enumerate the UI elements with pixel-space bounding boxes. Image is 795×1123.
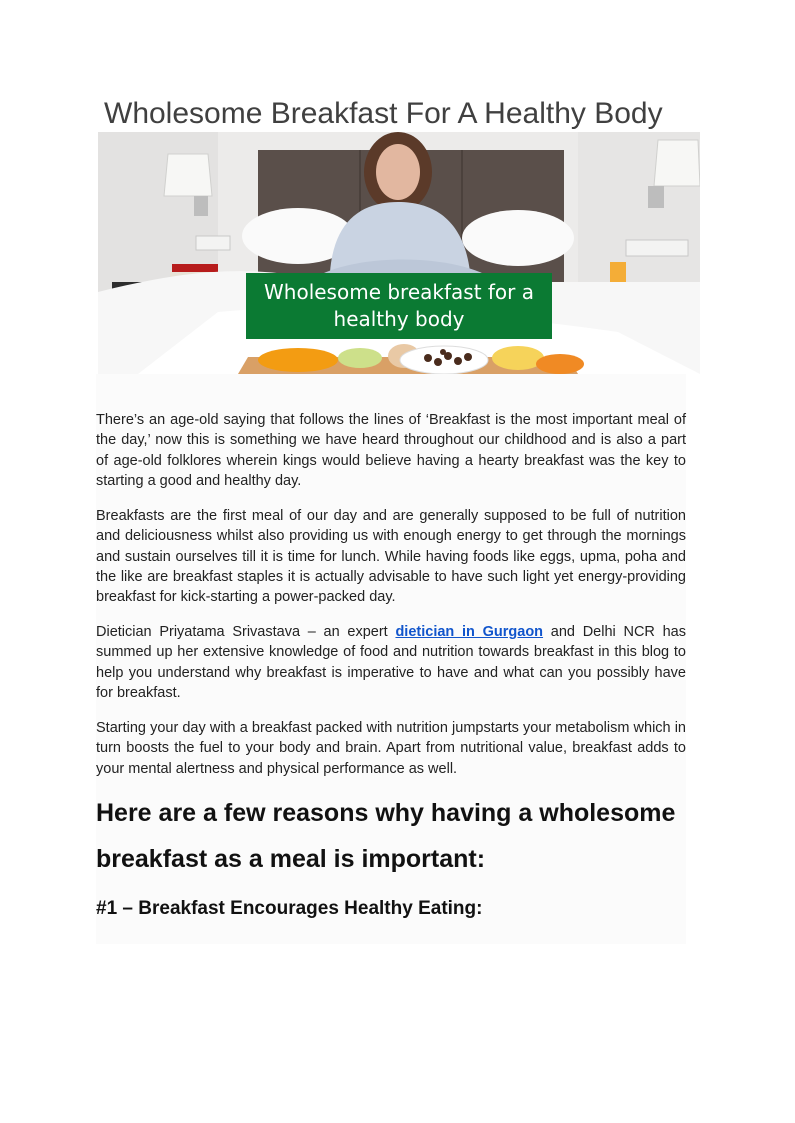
dietician-in-gurgaon-link[interactable]: dietician in Gurgaon	[395, 624, 544, 640]
hero-banner-line-1: Wholesome breakfast for a	[264, 280, 534, 304]
paragraph-dietician-text-start: Dietician Priyatama Srivastava – an expert	[96, 624, 396, 640]
hero-banner-line-2: healthy body	[333, 307, 465, 331]
paragraph-dietician-text-end: and Delhi NCR has summed up her extensive knowledge of food and nutrition towards breakfast in this blog to help you understand why breakfast is imperative to have and what can you possibly have for breakfast.	[96, 624, 686, 701]
paragraph-breakfast-first-meal: Breakfasts are the first meal of our day and are generally supposed to be full of nutrition and deliciousness whilst also providing us with enough energy to get through the mornings and sustain ourselves till it is time for lunch. While having foods like eggs, upma, poha and the like are breakfast staples it is actually advisable to have such light yet energy-providing breakfast for kick-starting a power-packed day.	[96, 508, 686, 606]
paragraph-metabolism: Starting your day with a breakfast packed with nutrition jumpstarts your metabolism which in turn boosts the fuel to your body and brain. Apart from nutritional value, breakfast adds to your mental alertness and physical performance as well.	[96, 720, 686, 777]
subsection-heading: #1 – Breakfast Encourages Healthy Eating:	[96, 898, 483, 919]
hero-image	[98, 132, 700, 374]
article-body	[96, 374, 686, 944]
paragraph-dietician	[96, 622, 686, 703]
paragraph-intro: There’s an age-old saying that follows the lines of ‘Breakfast is the most important meal of the day,’ now this is something we have heard throughout our childhood and is also a part of age-old folklores wherein kings would believe having a hearty breakfast was the key to starting a good and healthy day.	[96, 412, 686, 489]
page-title: Wholesome Breakfast For A Healthy Body	[104, 97, 663, 130]
section-heading: Here are a few reasons why having a wholesome breakfast as a meal is important:	[96, 799, 676, 873]
hero-banner	[246, 273, 552, 339]
